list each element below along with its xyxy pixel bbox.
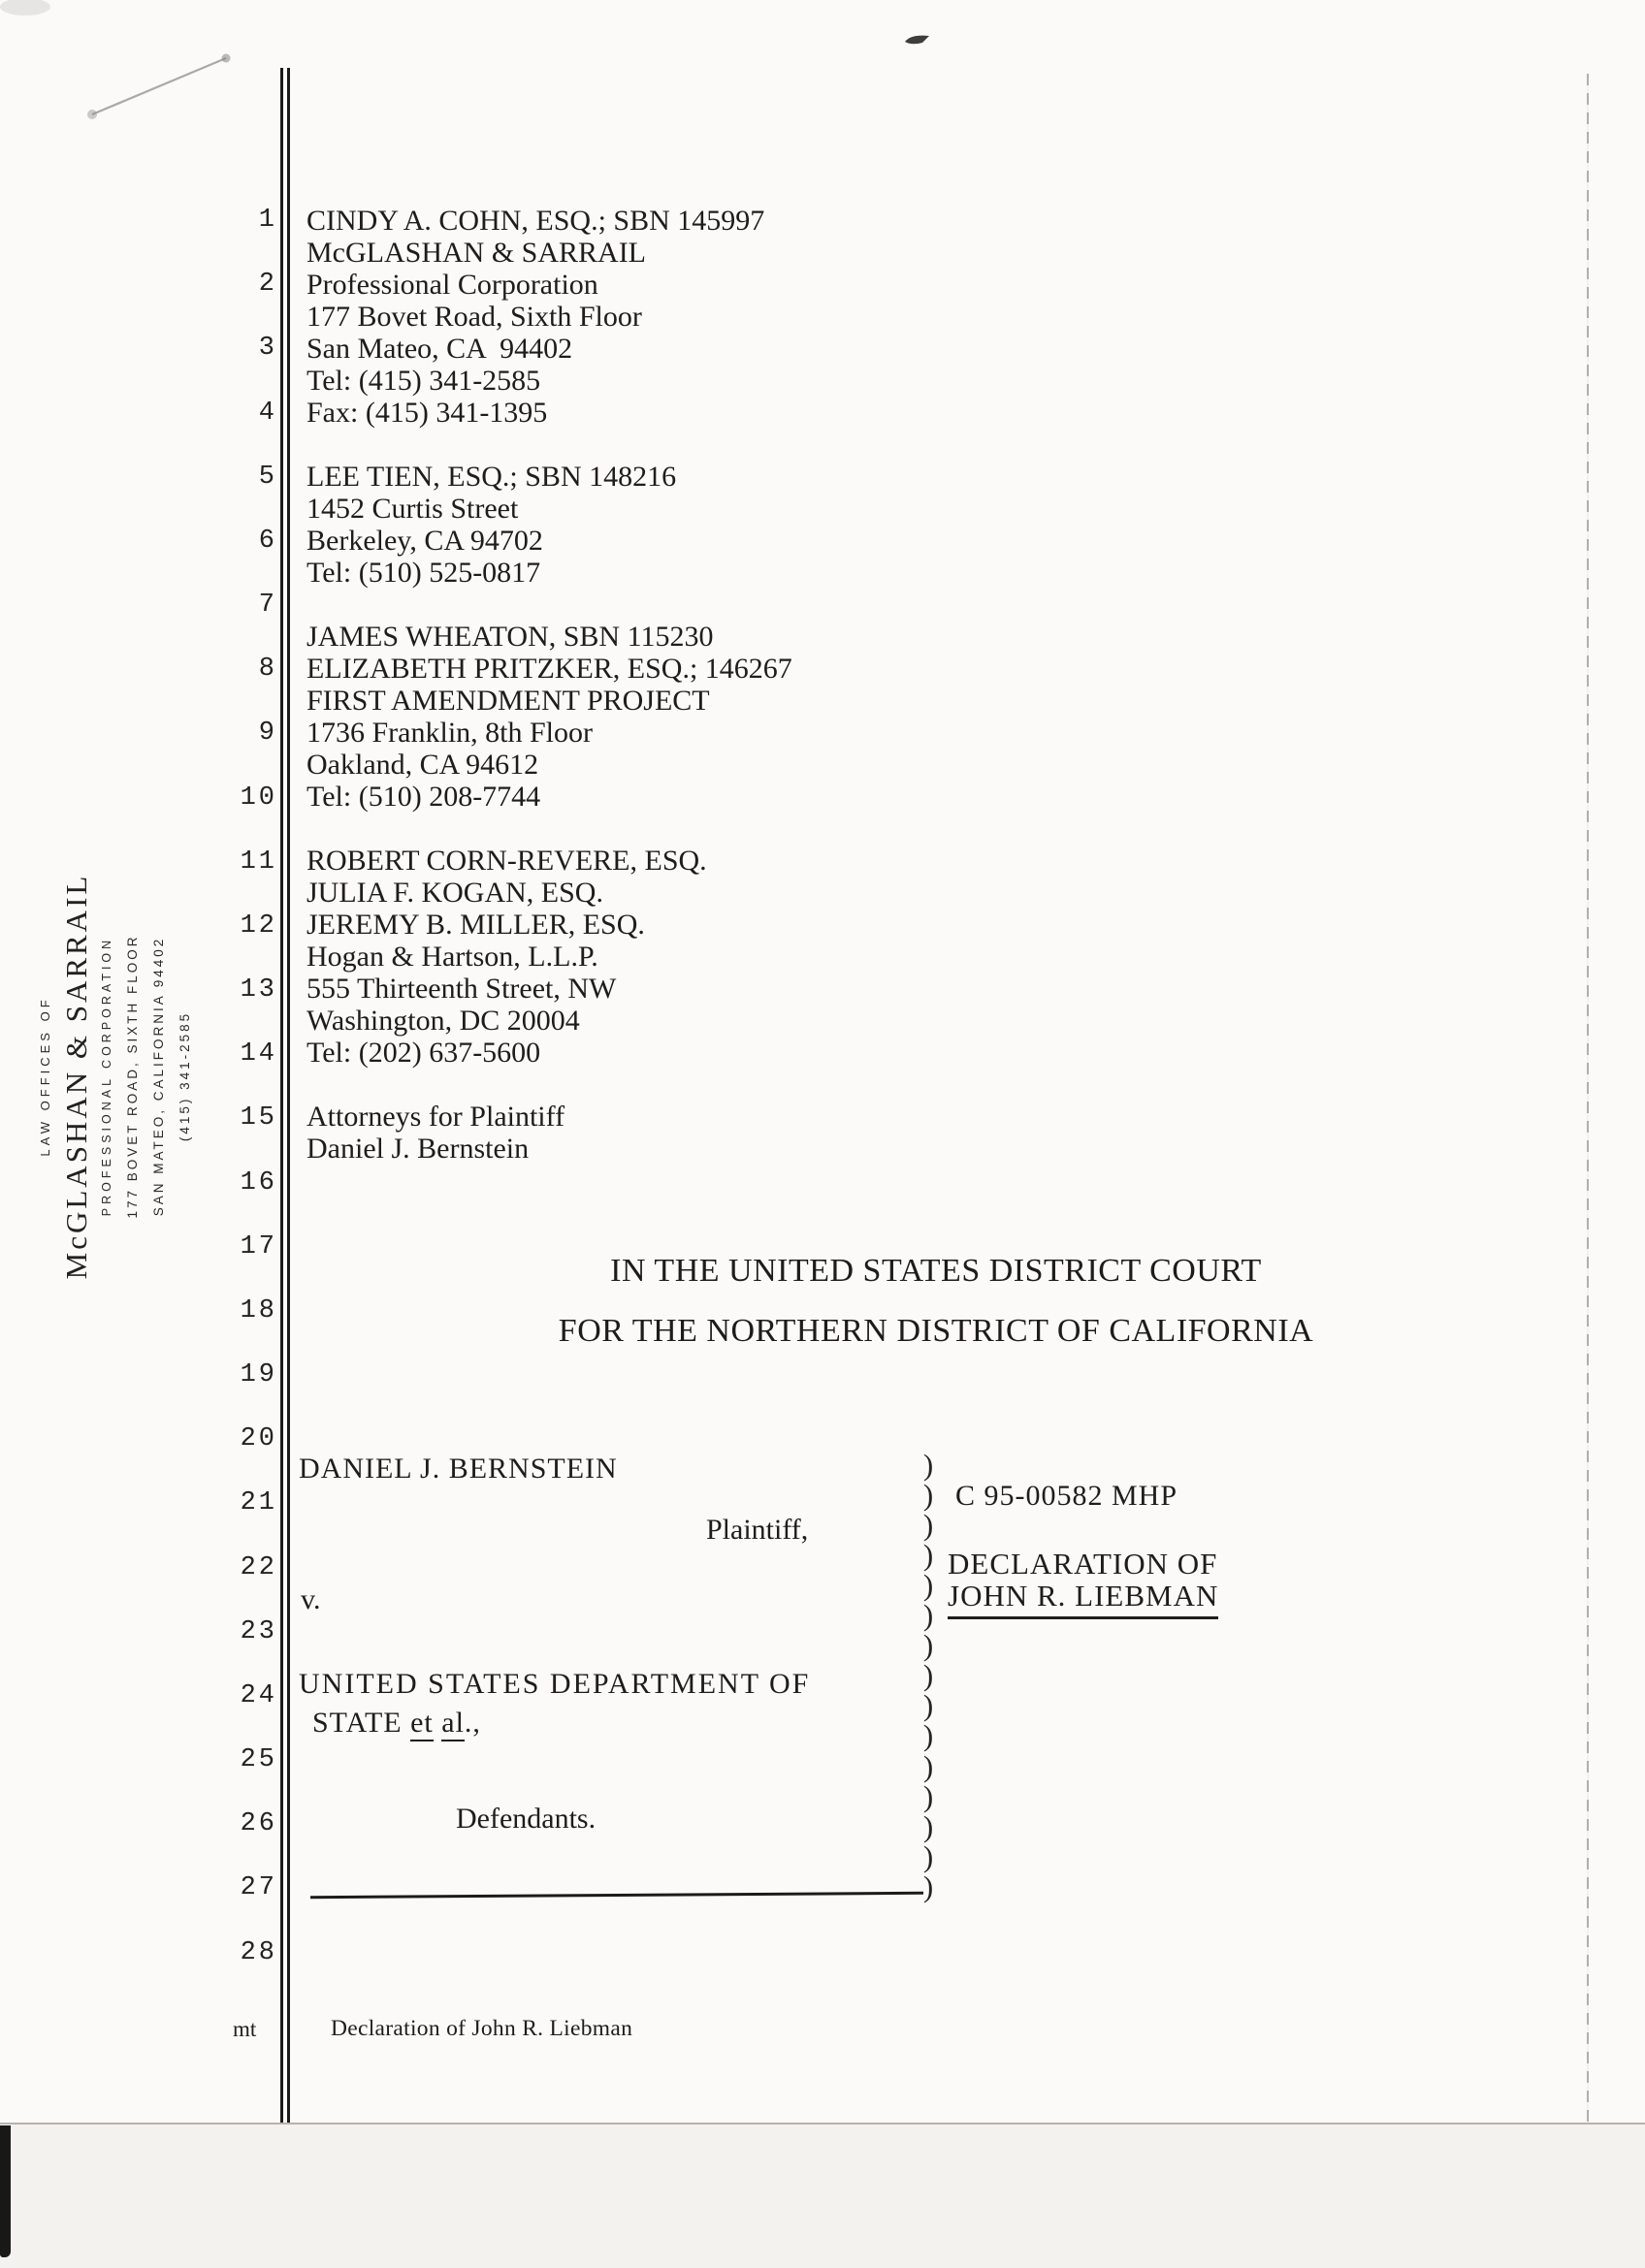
attorney-block-line: Tel: (202) 637-5600 (306, 1037, 541, 1069)
line-number: 20 (240, 1424, 277, 1454)
defendant-name-line2 (312, 1707, 481, 1740)
defendant-name-part: ., (464, 1707, 481, 1739)
stationery-line: LAW OFFICES OF (38, 996, 52, 1157)
pleading-double-rule-right (287, 68, 290, 2124)
court-heading-line2: FOR THE NORTHERN DISTRICT OF CALIFORNIA (558, 1313, 1314, 1349)
line-number: 6 (258, 526, 277, 556)
pleading-double-rule-left (280, 68, 283, 2124)
attorney-block-line: 177 Bovet Road, Sixth Floor (306, 301, 642, 333)
line-number: 12 (240, 910, 277, 941)
line-number: 13 (240, 975, 277, 1006)
defendants-label: Defendants. (456, 1803, 597, 1835)
attorney-block-line: 1452 Curtis Street (306, 493, 519, 525)
line-number: 3 (258, 334, 277, 364)
attorney-block-line: Tel: (415) 341-2585 (306, 365, 541, 397)
caption-paren: ) (922, 1537, 934, 1572)
et-al-underlined: et (410, 1707, 434, 1741)
line-number: 21 (240, 1488, 277, 1518)
scratch-end-dot (87, 110, 97, 119)
line-number: 5 (258, 462, 277, 492)
caption-paren: ) (922, 1869, 934, 1903)
defendant-name-line1: UNITED STATES DEPARTMENT OF (299, 1668, 811, 1700)
line-number: 25 (240, 1745, 277, 1775)
court-heading-line1: IN THE UNITED STATES DISTRICT COURT (610, 1253, 1262, 1289)
line-number: 22 (240, 1552, 277, 1582)
caption-paren: ) (922, 1718, 934, 1753)
plaintiff-label: Plaintiff, (706, 1514, 809, 1546)
caption-paren: ) (922, 1567, 934, 1602)
defendant-name-part: STATE (312, 1707, 411, 1739)
line-number-column (175, 0, 277, 2268)
attorney-block-line: 1736 Franklin, 8th Floor (306, 717, 594, 749)
typist-initials: mt (233, 2017, 257, 2041)
line-number: 24 (240, 1680, 277, 1710)
footer-document-title: Declaration of John R. Liebman (331, 2016, 633, 2041)
line-number: 16 (240, 1167, 277, 1198)
corner-smudge-mark (0, 0, 50, 16)
page-right-edge-line (1587, 74, 1589, 2122)
caption-paren: ) (922, 1748, 934, 1783)
stationery-phone: (415) 341-2585 (177, 1010, 192, 1142)
caption-paren: ) (922, 1507, 934, 1542)
caption-paren: ) (922, 1808, 934, 1843)
attorney-block (306, 1101, 564, 1165)
attorney-block-line: LEE TIEN, ESQ.; SBN 148216 (306, 461, 677, 493)
stationery-firm-name: McGLASHAN & SARRAIL (59, 873, 93, 1280)
attorney-block-line: ELIZABETH PRITZKER, ESQ.; 146267 (306, 653, 792, 685)
caption-paren: ) (922, 1778, 934, 1813)
line-number: 10 (240, 783, 277, 813)
scanner-background-strip (0, 2124, 1645, 2268)
line-number: 11 (240, 847, 277, 877)
line-number: 9 (258, 719, 277, 749)
attorney-block-line: CINDY A. COHN, ESQ.; SBN 145997 (306, 205, 765, 237)
attorney-block (306, 461, 676, 589)
attorney-block-line: Hogan & Hartson, L.L.P. (306, 941, 598, 973)
caption-paren: ) (922, 1838, 934, 1873)
attorney-block (306, 621, 792, 813)
caption-paren: ) (922, 1658, 934, 1693)
attorney-block (306, 205, 764, 429)
line-number: 2 (258, 270, 277, 300)
line-number: 27 (240, 1873, 277, 1903)
caption-paren: ) (922, 1688, 934, 1723)
caption-paren: ) (922, 1447, 934, 1482)
line-number: 18 (240, 1295, 277, 1326)
attorney-block-line: Professional Corporation (306, 269, 598, 301)
attorney-block-line: Washington, DC 20004 (306, 1005, 580, 1037)
line-number: 19 (240, 1360, 277, 1390)
line-number: 14 (240, 1039, 277, 1070)
line-number: 8 (258, 655, 277, 685)
attorney-block-line: San Mateo, CA 94402 (306, 333, 573, 365)
plaintiff-name: DANIEL J. BERNSTEIN (299, 1453, 618, 1485)
attorney-block-line: Tel: (510) 208-7744 (306, 781, 541, 813)
line-number: 28 (240, 1937, 277, 1967)
scan-corner-shadow-bar (0, 2125, 11, 2257)
stationery-line: SAN MATEO, CALIFORNIA 94402 (151, 936, 166, 1217)
attorney-block-line: 555 Thirteenth Street, NW (306, 973, 617, 1005)
stationery-line: PROFESSIONAL CORPORATION (100, 936, 113, 1217)
et-al-underlined: al (441, 1707, 465, 1741)
stationery-line: 177 BOVET ROAD, SIXTH FLOOR (125, 934, 140, 1219)
attorney-block-line: Tel: (510) 525-0817 (306, 557, 541, 589)
attorney-block-line: Daniel J. Bernstein (306, 1133, 530, 1165)
attorney-block-line: McGLASHAN & SARRAIL (306, 237, 647, 269)
attorney-block-line: Oakland, CA 94612 (306, 749, 539, 781)
attorney-block-line: JAMES WHEATON, SBN 115230 (306, 621, 714, 653)
space (434, 1707, 442, 1739)
page-bottom-edge-line (0, 2123, 1645, 2124)
document-title-line2: JOHN R. LIEBMAN (948, 1579, 1218, 1619)
versus-label: v. (301, 1583, 321, 1615)
line-number: 23 (240, 1616, 277, 1646)
attorney-block-line: ROBERT CORN-REVERE, ESQ. (306, 845, 707, 877)
line-number: 4 (258, 398, 277, 428)
case-number: C 95-00582 MHP (955, 1480, 1178, 1512)
attorney-block-line: Berkeley, CA 94702 (306, 525, 543, 557)
attorney-block-line: JEREMY B. MILLER, ESQ. (306, 909, 645, 941)
attorney-block-line: FIRST AMENDMENT PROJECT (306, 685, 710, 717)
line-number: 26 (240, 1809, 277, 1839)
attorney-block (306, 845, 707, 1069)
pen-mark (905, 36, 929, 45)
line-number: 17 (240, 1231, 277, 1262)
caption-rule (310, 1892, 923, 1899)
attorney-block-line: Fax: (415) 341-1395 (306, 397, 548, 429)
document-title-line1: DECLARATION OF (948, 1547, 1218, 1581)
caption-paren: ) (922, 1598, 934, 1632)
attorney-block-line: Attorneys for Plaintiff (306, 1101, 565, 1133)
line-number: 7 (258, 591, 277, 621)
attorney-block-line: JULIA F. KOGAN, ESQ. (306, 877, 603, 909)
line-number: 1 (258, 206, 277, 235)
caption-paren: ) (922, 1628, 934, 1663)
line-number: 15 (240, 1103, 277, 1134)
caption-paren: ) (922, 1477, 934, 1512)
